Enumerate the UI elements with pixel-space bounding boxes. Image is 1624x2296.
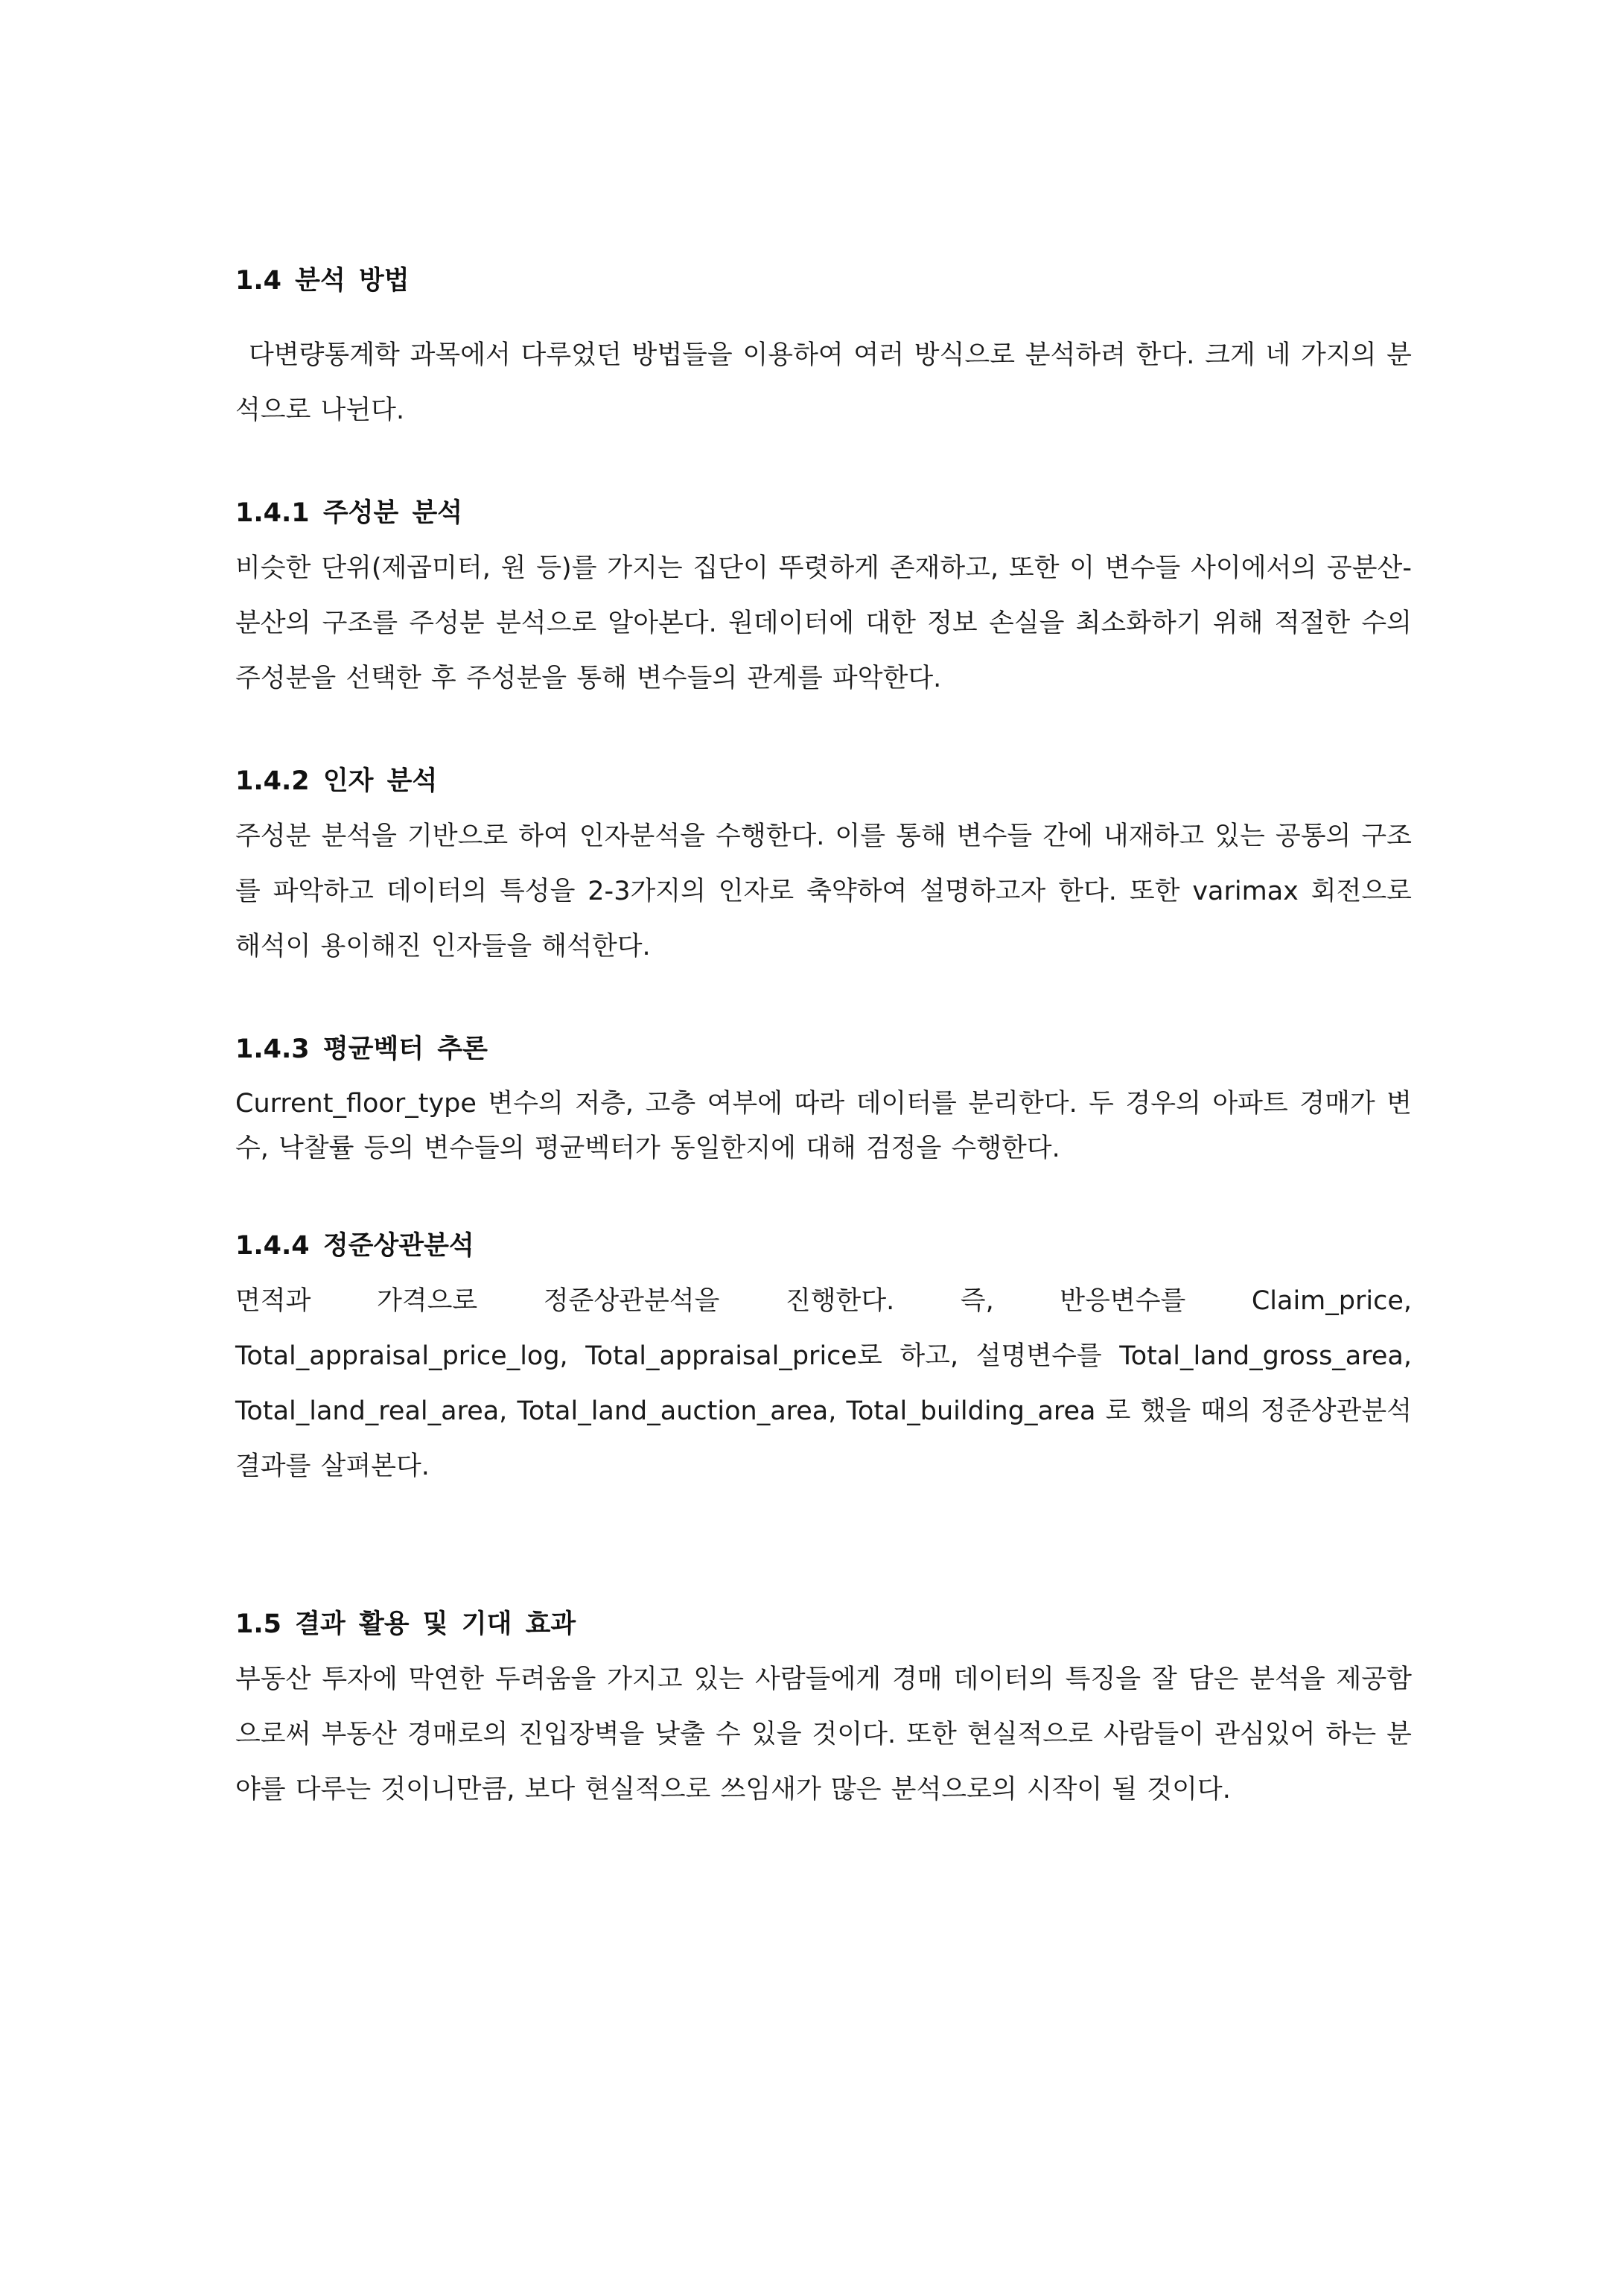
section-1-4	[235, 253, 1412, 438]
subsection-heading: 1.4.2 인자 분석	[235, 766, 438, 796]
section-1-5	[235, 1597, 1412, 1817]
section-heading: 1.5 결과 활용 및 기대 효과	[235, 1609, 576, 1639]
subsection-heading: 1.4.3 평균벡터 추론	[235, 1034, 488, 1064]
section-1-4-3	[235, 1022, 1412, 1171]
spacer	[235, 1171, 1412, 1218]
section-1-4-2	[235, 754, 1412, 974]
spacer	[235, 974, 1412, 1022]
spacer	[235, 308, 1412, 328]
section-1-4-1	[235, 486, 1412, 706]
spacer	[235, 438, 1412, 486]
section-paragraph: 다변량통계학 과목에서 다루었던 방법들을 이용하여 여러 방식으로 분석하려 한다. 크게 네 가지의 분석으로 나뉜다.	[235, 340, 1412, 425]
subsection-paragraph: 면적과 가격으로 정준상관분석을 진행한다. 즉, 반응변수를 Claim_price, Total_appraisal_price_log, Total_appraisal_price로 하고, 설명변수를 Total_land_gross_area, Total_land_real_area, Total_land_auction_area, Total_building_area 로 했을 때의 정준상관분석 결과를 살펴본다.	[235, 1286, 1412, 1481]
spacer	[235, 706, 1412, 754]
section-1-4-4	[235, 1218, 1412, 1494]
document-body	[235, 253, 1412, 1817]
subsection-heading: 1.4.4 정준상관분석	[235, 1231, 474, 1261]
subsection-paragraph: Current_floor_type 변수의 저층, 고층 여부에 따라 데이터를 분리한다. 두 경우의 아파트 경매가 변수, 낙찰률 등의 변수들의 평균벡터가 동일한지에 대해 검정을 수행한다.	[235, 1089, 1412, 1163]
subsection-paragraph: 주성분 분석을 기반으로 하여 인자분석을 수행한다. 이를 통해 변수들 간에 내재하고 있는 공통의 구조를 파악하고 데이터의 특성을 2-3가지의 인자로 축약하여 설명하고자 한다. 또한 varimax 회전으로 해석이 용이해진 인자들을 해석한다.	[235, 821, 1412, 961]
spacer	[235, 1494, 1412, 1597]
subsection-heading: 1.4.1 주성분 분석	[235, 498, 463, 528]
section-paragraph: 부동산 투자에 막연한 두려움을 가지고 있는 사람들에게 경매 데이터의 특징을 잘 담은 분석을 제공함으로써 부동산 경매로의 진입장벽을 낮출 수 있을 것이다. 또한 현실적으로 사람들이 관심있어 하는 분야를 다루는 것이니만큼, 보다 현실적으로 쓰임새가 많은 분석으로의 시작이 될 것이다.	[235, 1664, 1412, 1804]
subsection-paragraph: 비슷한 단위(제곱미터, 원 등)를 가지는 집단이 뚜렷하게 존재하고, 또한 이 변수들 사이에서의 공분산-분산의 구조를 주성분 분석으로 알아본다. 원데이터에 대한 정보 손실을 최소화하기 위해 적절한 수의 주성분을 선택한 후 주성분을 통해 변수들의 관계를 파악한다.	[235, 553, 1412, 693]
section-heading: 1.4 분석 방법	[235, 266, 410, 296]
